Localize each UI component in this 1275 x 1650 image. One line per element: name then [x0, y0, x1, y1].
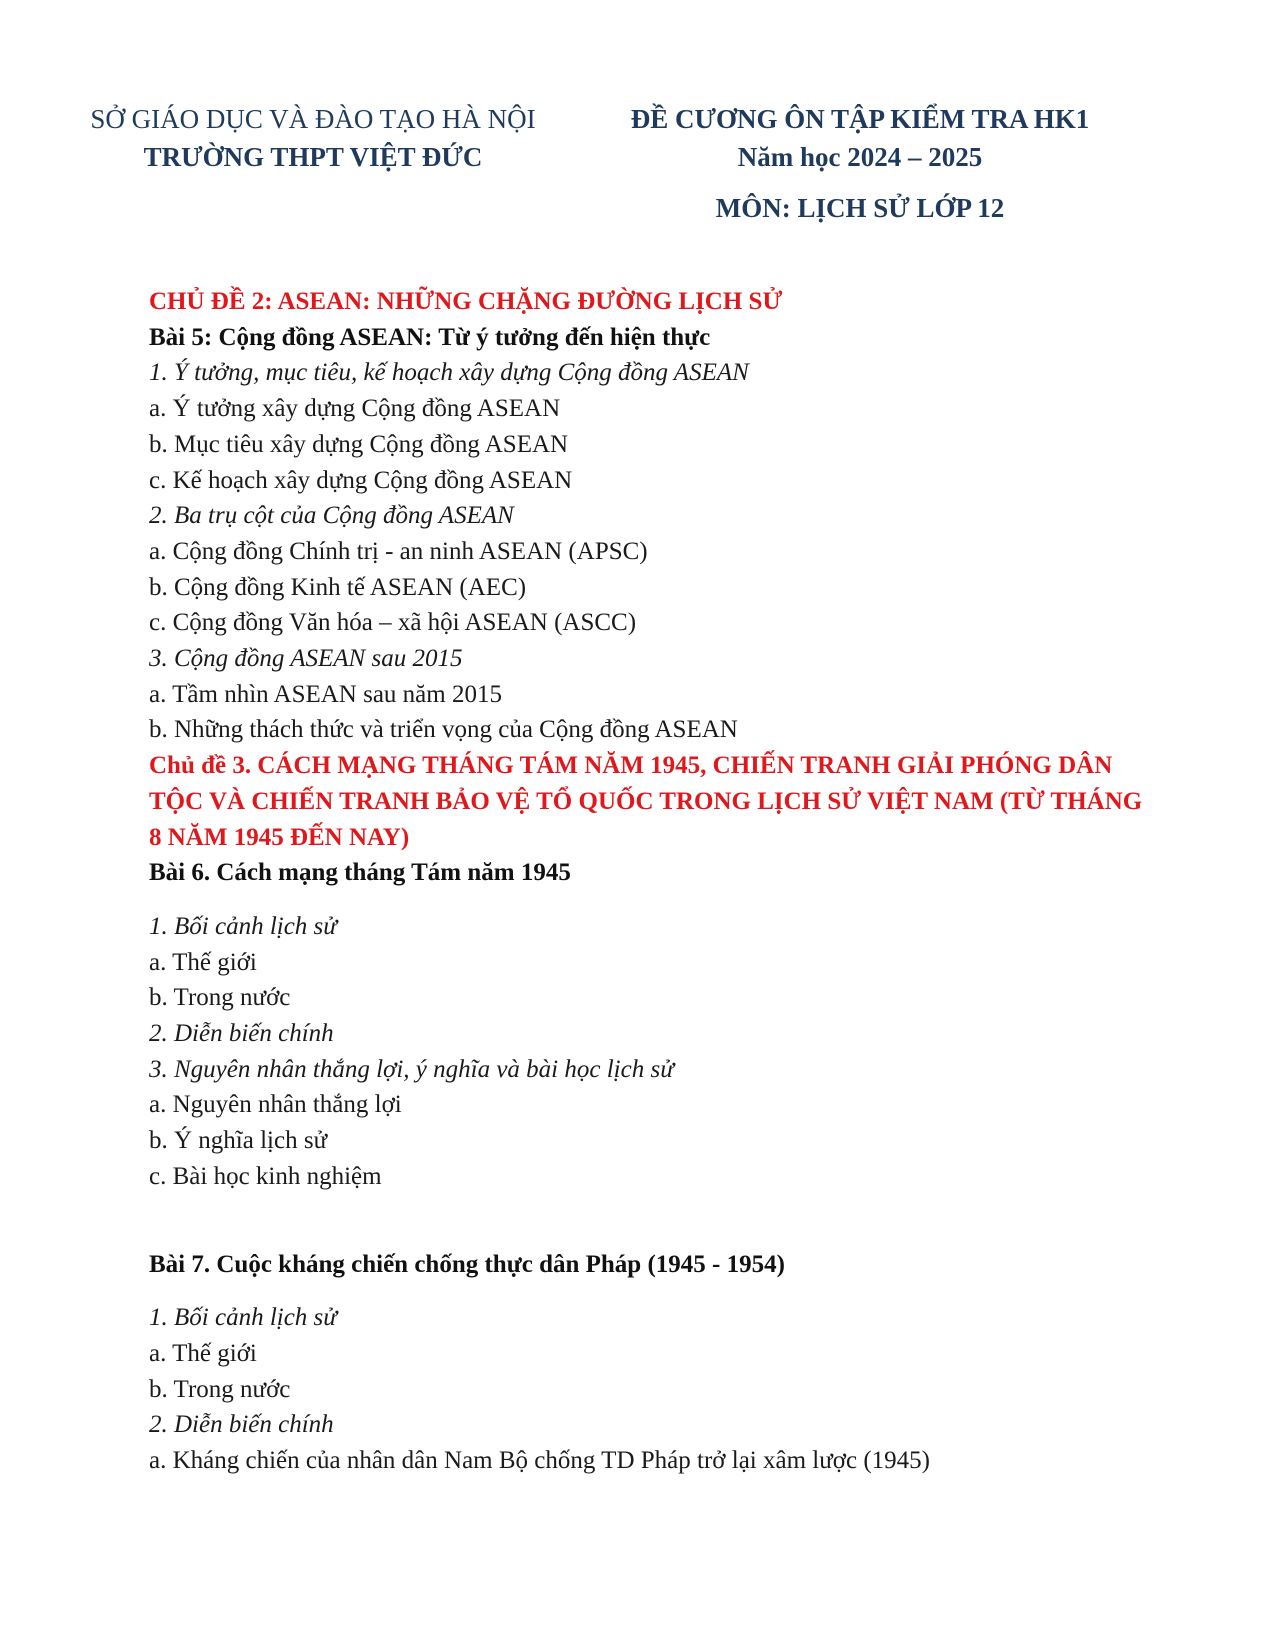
- department-name: SỞ GIÁO DỤC VÀ ĐÀO TẠO HÀ NỘI: [90, 104, 536, 134]
- lesson5-section3: 3. Cộng đồng ASEAN sau 2015: [149, 645, 463, 673]
- document-title: ĐỀ CƯƠNG ÔN TẬP KIỂM TRA HK1: [630, 104, 1090, 134]
- header-right: [600, 100, 1120, 227]
- lesson5-item-2c: c. Cộng đồng Văn hóa – xã hội ASEAN (ASCC): [149, 609, 637, 637]
- lesson6-item-1a: a. Thế giới: [149, 948, 257, 976]
- school-year: Năm học 2024 – 2025: [737, 142, 983, 172]
- lesson7-item-1a: a. Thế giới: [149, 1339, 257, 1367]
- header-left: [88, 100, 538, 176]
- lesson7-title: Bài 7. Cuộc kháng chiến chống thực dân Pháp (1945 - 1954): [149, 1250, 785, 1278]
- lesson7-section1: 1. Bối cảnh lịch sử: [149, 1304, 337, 1332]
- lesson5-item-2b: b. Cộng đồng Kinh tế ASEAN (AEC): [149, 573, 527, 601]
- lesson6-item-3b: b. Ý nghĩa lịch sử: [149, 1127, 328, 1155]
- lesson7-section2: 2. Diễn biến chính: [149, 1411, 334, 1439]
- lesson5-item-1c: c. Kế hoạch xây dựng Cộng đồng ASEAN: [149, 466, 573, 494]
- topic3-title: Chủ đề 3. CÁCH MẠNG THÁNG TÁM NĂM 1945, CHIẾN TRANH GIẢI PHÓNG DÂN TỘC VÀ CHIẾN TRANH BẢO VỆ TỔ QUỐC TRONG LỊCH SỬ VIỆT NAM (TỪ THÁNG 8 NĂM 1945 ĐẾN NAY): [149, 752, 1143, 851]
- lesson6-item-3c: c. Bài học kinh nghiệm: [149, 1162, 382, 1190]
- lesson6-item-1b: b. Trong nước: [149, 984, 291, 1012]
- lesson6-section2: 2. Diễn biến chính: [149, 1020, 334, 1048]
- lesson5-section1: 1. Ý tưởng, mục tiêu, kế hoạch xây dựng Cộng đồng ASEAN: [149, 359, 749, 387]
- subject-title: MÔN: LỊCH SỬ LỚP 12: [715, 193, 1005, 223]
- spacer: [149, 1195, 1149, 1247]
- lesson6-item-3a: a. Nguyên nhân thắng lợi: [149, 1091, 402, 1119]
- lesson5-item-3a: a. Tầm nhìn ASEAN sau năm 2015: [149, 680, 502, 708]
- lesson6-section1: 1. Bối cảnh lịch sử: [149, 912, 337, 940]
- spacer: [149, 891, 1149, 909]
- lesson7-item-2a: a. Kháng chiến của nhân dân Nam Bộ chống TD Pháp trở lại xâm lược (1945): [149, 1447, 930, 1475]
- lesson6-title: Bài 6. Cách mạng tháng Tám năm 1945: [149, 859, 571, 887]
- spacer: [149, 1282, 1149, 1300]
- document-body: [149, 284, 1149, 1479]
- topic2-title: CHỦ ĐỀ 2: ASEAN: NHỮNG CHẶNG ĐƯỜNG LỊCH SỬ: [149, 288, 783, 315]
- lesson5-title: Bài 5: Cộng đồng ASEAN: Từ ý tưởng đến hiện thực: [149, 323, 711, 351]
- lesson7-item-1b: b. Trong nước: [149, 1375, 291, 1403]
- lesson5-item-3b: b. Những thách thức và triển vọng của Cộng đồng ASEAN: [149, 716, 738, 744]
- lesson5-item-2a: a. Cộng đồng Chính trị - an ninh ASEAN (APSC): [149, 537, 648, 565]
- lesson5-section2: 2. Ba trụ cột của Cộng đồng ASEAN: [149, 502, 514, 530]
- lesson5-item-1a: a. Ý tưởng xây dựng Cộng đồng ASEAN: [149, 395, 561, 423]
- school-name: TRƯỜNG THPT VIỆT ĐỨC: [143, 142, 483, 172]
- lesson5-item-1b: b. Mục tiêu xây dựng Cộng đồng ASEAN: [149, 430, 569, 458]
- lesson6-section3: 3. Nguyên nhân thắng lợi, ý nghĩa và bài học lịch sử: [149, 1055, 674, 1083]
